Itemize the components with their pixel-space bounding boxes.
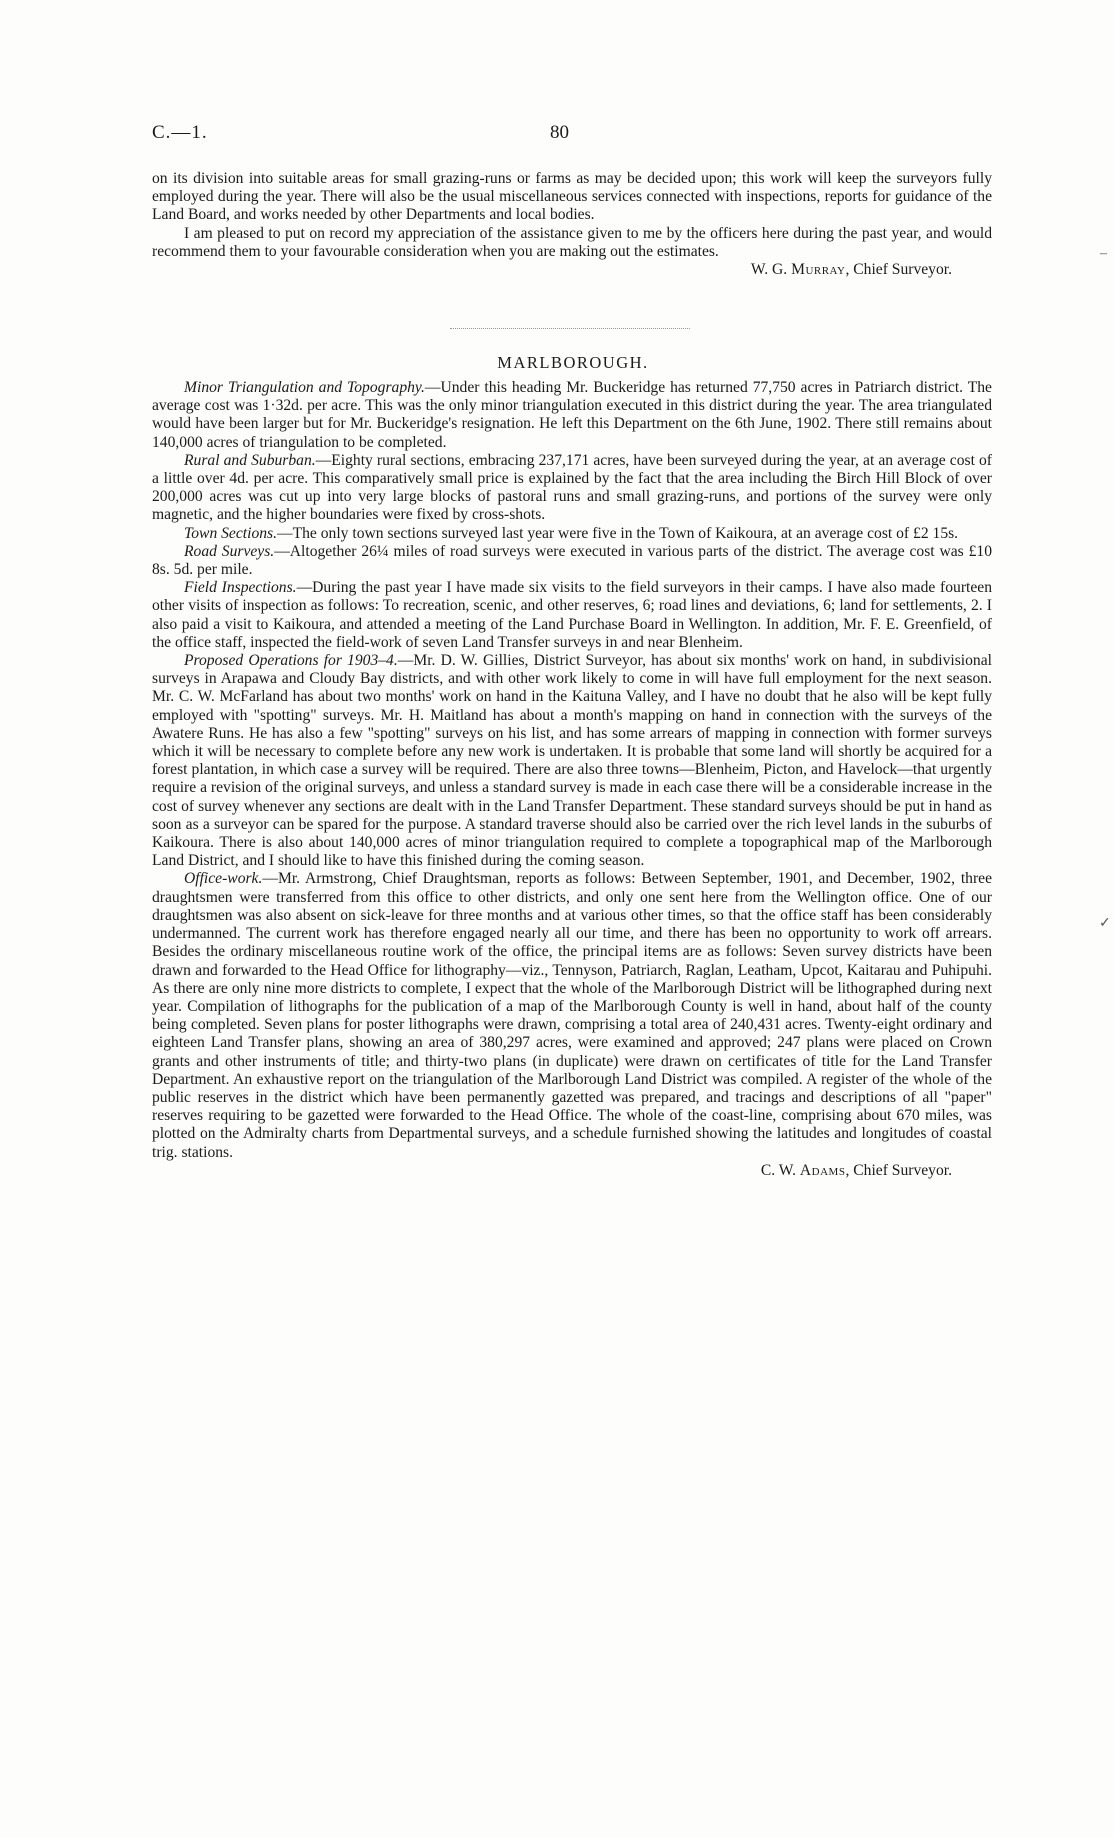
paragraph: Office-work.—Mr. Armstrong, Chief Draughtsman, reports as follows: Between September, 1901, and December, 1902, three draughtsmen were transferred from this office to other districts, and only one sent here from the Wellington office. One of our draughtsmen was also absent on sick-leave for three months and at various other times, so that the office staff has been considerably undermanned. The current work has therefore engaged nearly all our time, and there has been no opportunity to work off arrears. Besides the ordinary miscellaneous routine work of the office, the principal items are as follows: Seven survey districts have been drawn and forwarded to the Head Office for lithography—viz., Tennyson, Patriarch, Raglan, Leatham, Upcot, Kaitarau and Puhipuhi. As there are only nine more districts to complete, I expect that the whole of the Marlborough District will be lithographed during next year. Compilation of lithographs for the publication of a map of the Marlborough County is well in hand, about half of the county being completed. Seven plans for poster lithographs were drawn, comprising a total area of 240,431 acres. Twenty-eight ordinary and eighteen Land Transfer plans, showing an area of 380,297 acres, were examined and approved; 247 plans were placed on Crown grants and other instruments of title; and thirty-two plans (in duplicate) were drawn on certificates of title for the Land Transfer Department. An exhaustive report on the triangulation of the Marlborough Land District was compiled. A register of the whole of the public reserves in the district which have been permanently gazetted was prepared, and tracings and descriptions of all "paper" reserves requiring to be gazetted were forwarded to the Head Office. The whole of the coast-line, comprising about 670 miles, was plotted on the Admiralty charts from Departmental surveys, and a schedule furnished showing the latitudes and longitudes of coastal trig. stations. — [152, 870, 992, 1161]
paragraph: Town Sections.—The only town sections surveyed last year were five in the Town of Kaikoura, at an average cost of £2 15s. — [184, 524, 959, 542]
paragraph: Rural and Suburban.—Eighty rural sections, embracing 237,171 acres, have been surveyed during the year, at an average cost of a little over 4d. per acre. This comparatively small price is explained by the fact that the area including the Birch Hill Block of over 200,000 acres was cut up into very large blocks of pastoral runs and small grazing-runs, and portions of the survey were only magnetic, and the higher boundaries were fixed by cross-shots. — [152, 451, 992, 524]
paragraph: Proposed Operations for 1903–4.—Mr. D. W. Gillies, District Surveyor, has about six months' work on hand, in subdivisional surveys in Arapawa and Cloudy Bay districts, and with other work likely to come in will have full employment for the next season. Mr. C. W. McFarland has about two months' work on hand in the Kaituna Valley, and I have no doubt that he also will be kept fully employed with "spotting" surveys. Mr. H. Maitland has about a month's mapping on hand in connection with the surveys of the Awatere Runs. He has also a few "spotting" surveys on his list, and has some arrears of mapping in connection with former surveys which it will be necessary to complete before any new work is undertaken. It is probable that some land will shortly be acquired for a forest plantation, in which case a survey will be required. There are also three towns—Blenheim, Picton, and Havelock—that urgently require a revision of the original surveys, and unless a standard survey is made in each case there will be a considerable increase in the cost of survey whenever any sections are dealt with in the Land Transfer Department. These standard surveys should be put in hand as soon as a surveyor can be spared for the purpose. A standard traverse should also be carried over the rich level lands in the suburbs of Kaikoura. There is also about 140,000 acres of minor triangulation required to complete a topographical map of the Marlborough Land District, and I should like to have this finished during the coming season. — [152, 652, 992, 870]
signature: W. G. Murray, Chief Surveyor. — [750, 261, 952, 279]
paragraph-title: Minor Triangulation and Topography. — [184, 379, 425, 396]
paragraph-title: Rural and Suburban. — [184, 451, 316, 469]
paragraph: on its division into suitable areas for small grazing-runs or farms as may be decided upon; this work will keep the surveyors fully employed during the year. There will also be the usual miscellaneous services connected with inspections, reports for guidance of the Land Board, and works needed by other Departments and local bodies. — [152, 170, 992, 224]
section-divider — [450, 328, 690, 329]
paragraph: Field Inspections.—During the past year I have made six visits to the field surveyors in their camps. I have also made fourteen other visits of inspection as follows: To recreation, scenic, and other reserves, 6; road lines and deviations, 6; land for settlements, 2. I also paid a visit to Kaikoura, and attended a meeting of the Land Purchase Board in Wellington. In addition, Mr. F. E. Greenfield, of the office staff, inspected the field-work of seven Land Transfer surveys in and near Blenheim. — [152, 579, 992, 651]
marlborough-report — [152, 379, 992, 1180]
previous-report-continuation — [152, 170, 992, 279]
paragraph-title: Road Surveys. — [184, 542, 275, 560]
paragraph-title: Town Sections. — [184, 524, 277, 542]
paragraph: Minor Triangulation and Topography.—Under this heading Mr. Buckeridge has returned 77,750 acres in Patriarch district. The average cost was 1·32d. per acre. This was the only minor triangulation executed in this district during the year. The area triangulated would have been larger but for Mr. Buckeridge's resignation. He left this Department on the 6th June, 1902. There still remains about 140,000 acres of triangulation to be completed. — [152, 379, 992, 451]
page-number: 80 — [550, 122, 569, 143]
paragraph-title: Proposed Operations for 1903–4. — [184, 652, 398, 670]
margin-mark: ✓ — [1099, 916, 1111, 931]
margin-mark: – — [1100, 246, 1107, 261]
paragraph: I am pleased to put on record my appreciation of the assistance given to me by the officers here during the past year, and would recommend them to your favourable consideration when you are making out the estimates. — [152, 224, 992, 260]
paragraph-title: Office-work. — [184, 870, 263, 888]
paragraph-title: Field Inspections. — [184, 579, 297, 597]
paragraph: Road Surveys.—Altogether 26¼ miles of road surveys were executed in various parts of the district. The average cost was £10 8s. 5d. per mile. — [152, 542, 992, 579]
document-reference: C.—1. — [152, 122, 208, 143]
signature: C. W. Adams, Chief Surveyor. — [760, 1161, 952, 1179]
section-heading: MARLBOROUGH. — [497, 353, 649, 372]
page-header — [152, 122, 994, 146]
